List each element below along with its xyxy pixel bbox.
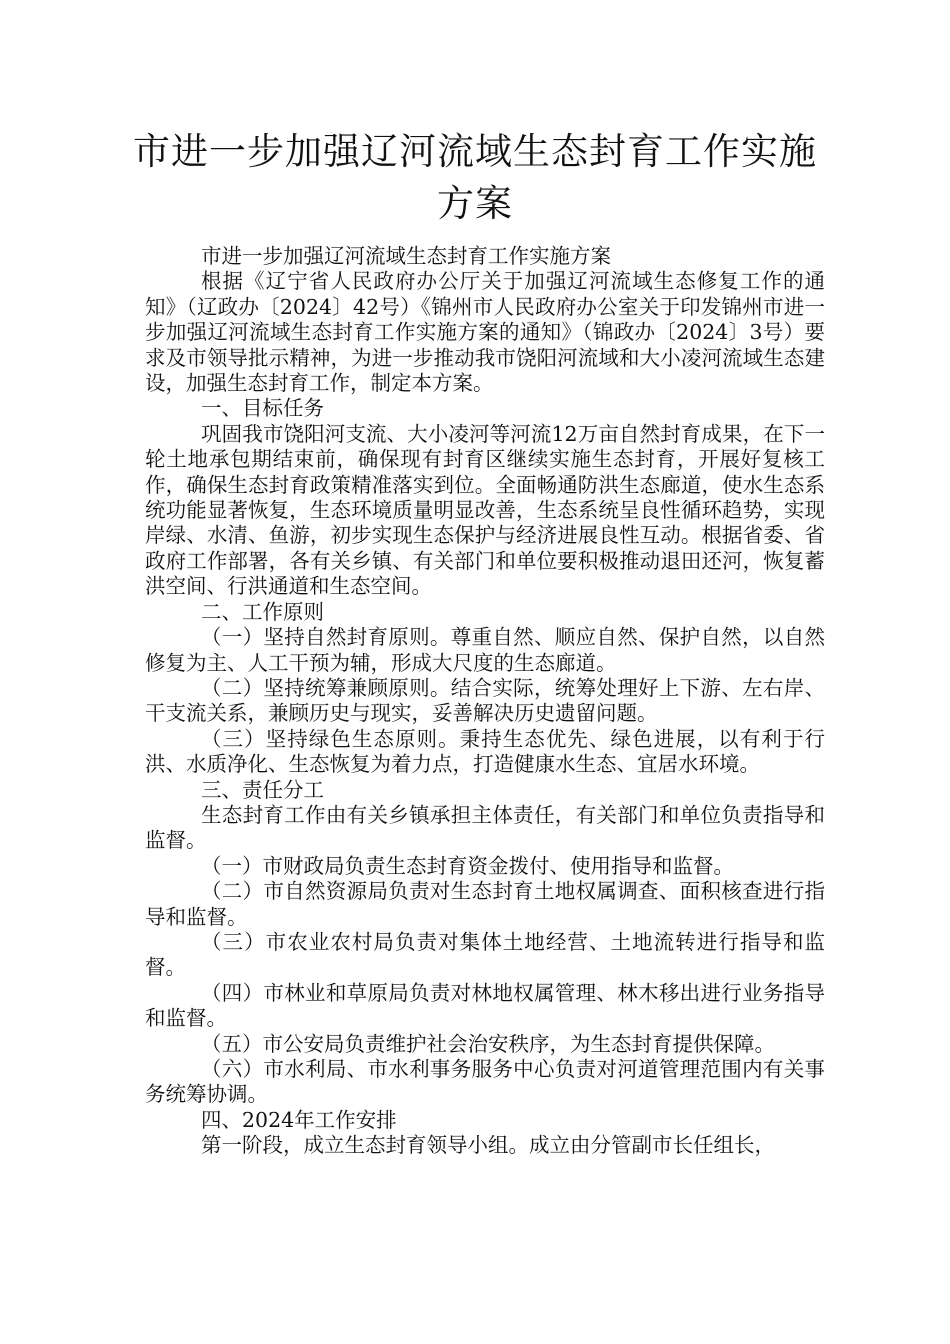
principle-item-1: （一）坚持自然封育原则。尊重自然、顺应自然、保护自然，以自然修复为主、人工干预为辅，形成大尺度的生态廊道。 (145, 625, 825, 675)
duty-item-1: （一）市财政局负责生态封育资金拨付、使用指导和监督。 (201, 853, 734, 878)
body-paragraph-goals: 巩固我市饶阳河支流、大小凌河等河流12万亩自然封育成果，在下一轮土地承包期结束前，确保现有封育区继续实施生态封育，开展好复核工作，确保生态封育政策精准落实到位。全面畅通防洪生态廊道，使水生态系统功能显著恢复，生态环境质量明显改善，生态系统呈良性循环趋势，实现岸绿、水清、鱼游，初步实现生态保护与经济进展良性互动。根据省委、省政府工作部署，各有关乡镇、有关部门和单位要积极推动退田还河，恢复蓄洪空间、行洪通道和生态空间。 (145, 421, 825, 599)
duty-item-2: （二）市自然资源局负责对生态封育土地权属调查、面积核查进行指导和监督。 (145, 879, 825, 929)
principle-item-2: （二）坚持统筹兼顾原则。结合实际，统筹处理好上下游、左右岸、干支流关系，兼顾历史与现实，妥善解决历史遗留问题。 (145, 675, 825, 726)
duty-item-3: （三）市农业农村局负责对集体土地经营、土地流转进行指导和监督。 (145, 929, 825, 980)
body-paragraph-responsibility: 生态封育工作由有关乡镇承担主体责任，有关部门和单位负责指导和监督。 (145, 802, 825, 853)
principle-item-3: （三）坚持绿色生态原则。秉持生态优先、绿色进展，以有利于行洪、水质净化、生态恢复为着力点，打造健康水生态、宜居水环境。 (145, 726, 825, 777)
section-heading-4: 四、2024年工作安排 (201, 1107, 397, 1132)
document-body (145, 244, 825, 1159)
duty-item-5: （五）市公安局负责维护社会治安秩序，为生态封育提供保障。 (201, 1031, 775, 1056)
section-heading-1: 一、目标任务 (201, 396, 324, 421)
body-paragraph-intro: 根据《辽宁省人民政府办公厅关于加强辽河流域生态修复工作的通知》（辽政办〔2024〕42号）《锦州市人民政府办公室关于印发锦州市进一步加强辽河流域生态封育工作实施方案的通知》（锦政办〔2024〕3号）要求及市领导批示精神，为进一步推动我市饶阳河流域和大小凌河流域生态建设，加强生态封育工作，制定本方案。 (145, 269, 825, 396)
document-title-line-2: 方案 (437, 182, 513, 225)
document-title-line-1: 市进一步加强辽河流域生态封育工作实施 (133, 130, 817, 173)
section-heading-2: 二、工作原则 (201, 599, 324, 624)
duty-item-4: （四）市林业和草原局负责对林地权属管理、林木移出进行业务指导和监督。 (145, 980, 825, 1031)
body-paragraph-phase-1: 第一阶段，成立生态封育领导小组。成立由分管副市长任组长， (201, 1133, 775, 1158)
section-heading-3: 三、责任分工 (201, 777, 324, 802)
duty-item-6: （六）市水利局、市水利事务服务中心负责对河道管理范围内有关事务统筹协调。 (145, 1057, 825, 1107)
body-paragraph-subtitle: 市进一步加强辽河流域生态封育工作实施方案 (201, 244, 611, 268)
